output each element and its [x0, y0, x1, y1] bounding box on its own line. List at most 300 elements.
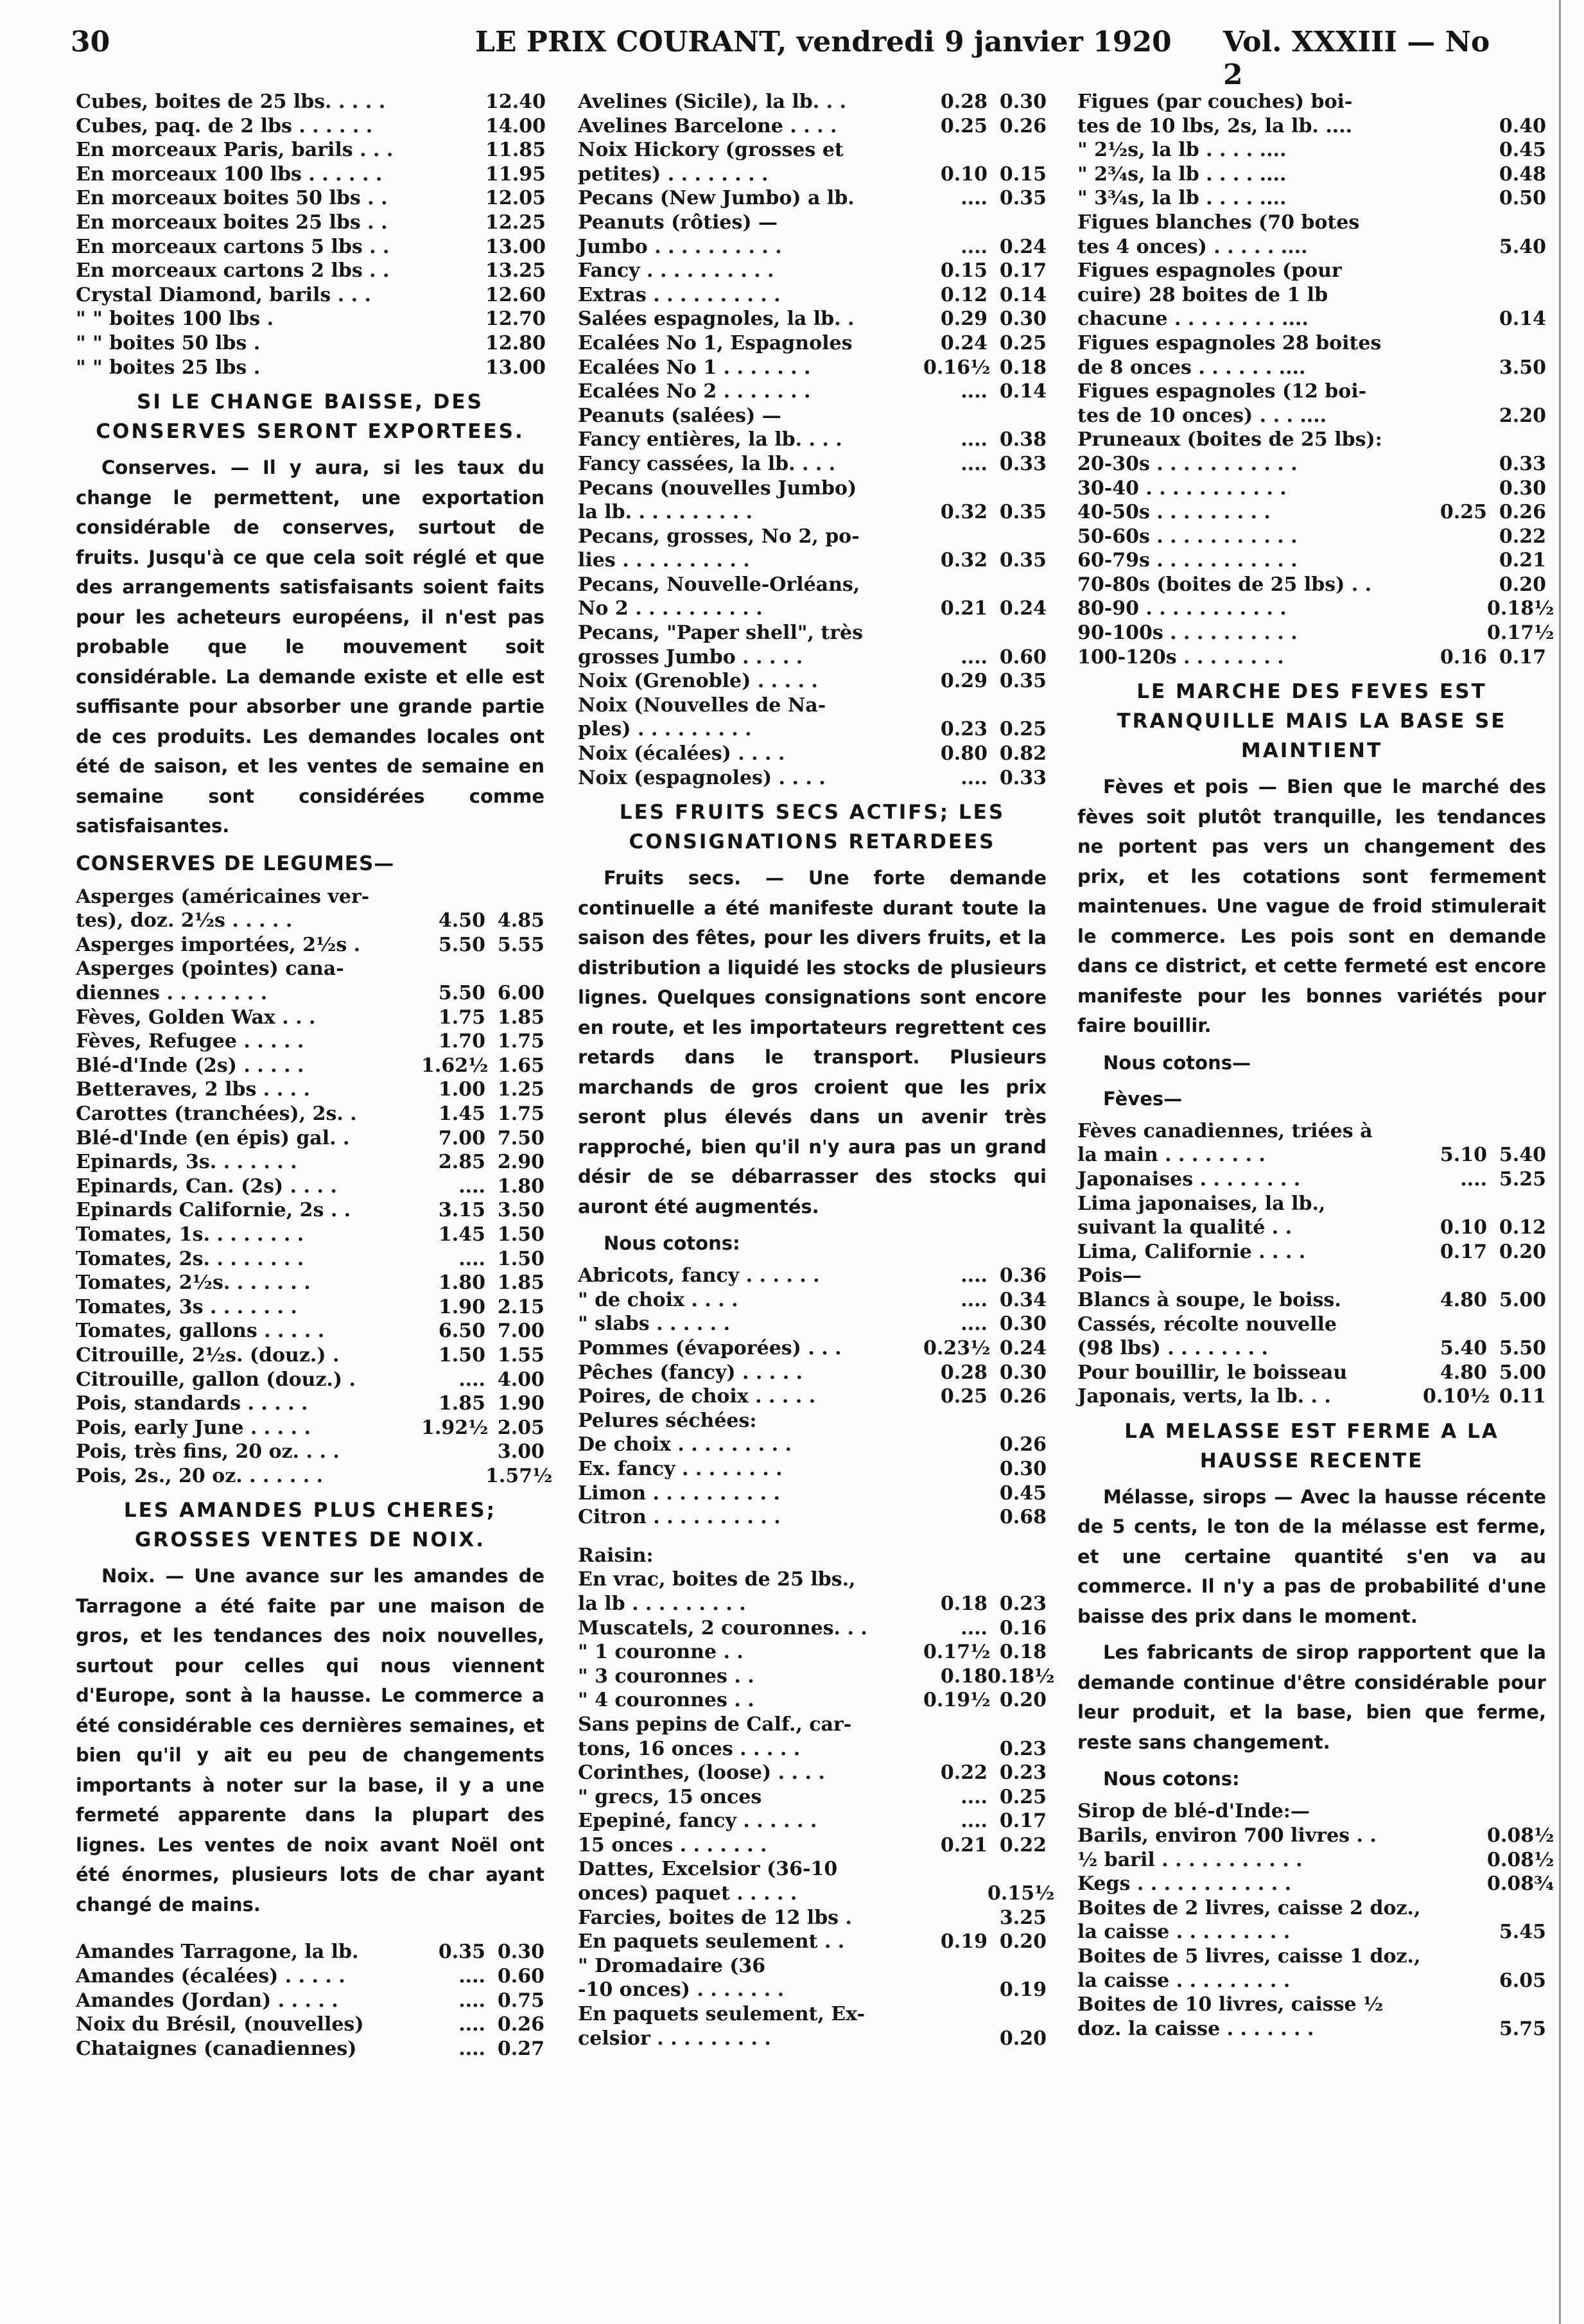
price-low	[1423, 548, 1487, 573]
price-low: ....	[961, 1616, 988, 1639]
price-low	[421, 138, 485, 162]
price-list	[578, 1264, 1047, 1530]
item-label: Amandes (écalées) . . . . .	[76, 1965, 345, 1988]
column-1	[76, 90, 553, 2061]
price-high	[988, 211, 1047, 235]
price-row	[578, 1664, 1055, 1689]
item-label: Boites de 10 livres, caisse ½	[1077, 1993, 1384, 2016]
item-label: Boites de 5 livres, caisse 1 doz.,	[1077, 1944, 1421, 1968]
price-high	[1487, 428, 1546, 452]
price-low	[1423, 235, 1487, 259]
price-row	[578, 1833, 1047, 1858]
price-high: 0.18½	[988, 1664, 1055, 1688]
price-row	[578, 1385, 1047, 1409]
item-label: Betteraves, 2 lbs . . . .	[76, 1078, 310, 1101]
price-low	[923, 138, 988, 162]
price-row	[578, 1713, 1047, 1737]
price-low: 0.10	[940, 162, 988, 186]
item-label: " slabs . . . . . .	[578, 1313, 730, 1336]
price-low: 0.17½	[923, 1641, 991, 1664]
price-high	[485, 885, 544, 909]
price-row	[578, 1785, 1047, 1810]
price-row	[1077, 1216, 1546, 1240]
item-label: Pois—	[1077, 1264, 1142, 1288]
price-row	[578, 500, 1047, 525]
price-low: ....	[458, 1965, 485, 1988]
item-label: Pois, early June . . . . .	[76, 1416, 311, 1439]
item-label: Ecalées No 2 . . . . . . .	[578, 380, 811, 403]
price-list	[76, 885, 553, 1489]
price-high: 0.23	[999, 1592, 1047, 1615]
price-low: 0.24	[940, 331, 988, 354]
price-high	[988, 1568, 1047, 1592]
price-row	[1077, 573, 1546, 597]
price-row	[578, 1592, 1047, 1616]
price-high	[1487, 331, 1546, 356]
item-label: 50-60s . . . . . . . . . . .	[1077, 525, 1298, 548]
price-low: 4.80	[1440, 1361, 1487, 1384]
price-low	[923, 1457, 988, 1481]
price-high: 0.82	[999, 742, 1047, 765]
price-low: ....	[961, 645, 988, 668]
price-low	[1423, 428, 1487, 452]
price-low	[923, 1433, 988, 1457]
item-label: De choix . . . . . . . . .	[578, 1433, 792, 1456]
price-high: 5.45	[1499, 1921, 1546, 1944]
price-high: 11.85	[485, 139, 546, 162]
price-high: 0.33	[1499, 452, 1546, 475]
price-low	[923, 1978, 988, 2002]
item-label: Figues espagnoles (pour	[1077, 259, 1342, 283]
price-high	[1487, 1993, 1546, 2017]
price-row	[578, 1264, 1047, 1288]
price-high: 0.35	[999, 549, 1047, 572]
price-low: 0.12	[940, 283, 988, 306]
price-row	[76, 1006, 544, 1030]
price-low	[1423, 525, 1487, 549]
price-low: 5.50	[438, 933, 485, 956]
price-row	[76, 1464, 553, 1489]
price-high: 5.55	[497, 933, 544, 956]
price-high: 6.05	[1499, 1969, 1546, 1992]
price-row	[76, 1247, 544, 1271]
price-row	[578, 356, 1047, 380]
price-row	[578, 1616, 1047, 1641]
price-row	[1077, 1385, 1546, 1409]
price-list	[578, 1544, 1055, 2050]
price-low: 1.45	[438, 1102, 485, 1125]
price-high: 0.08½	[1487, 1848, 1554, 1871]
price-low: 0.18	[940, 1592, 988, 1615]
price-row	[578, 2002, 1047, 2027]
price-low: 0.28	[940, 91, 988, 113]
price-low	[923, 1544, 988, 1568]
price-row	[1077, 500, 1546, 525]
price-low: ....	[961, 1785, 988, 1808]
price-row	[76, 1940, 544, 1964]
price-low: 0.19	[940, 1930, 988, 1953]
price-row	[1077, 331, 1546, 356]
price-low	[1423, 1799, 1487, 1824]
subheading: Nous cotons—	[1103, 1051, 1251, 1074]
price-row	[578, 162, 1047, 187]
price-row	[578, 1457, 1047, 1481]
item-label: tes de 10 lbs, 2s, la lb. ....	[1077, 114, 1353, 137]
item-label: En morceaux Paris, barils . . .	[76, 139, 394, 162]
item-label: Cubes, boites de 25 lbs. . . . .	[76, 91, 386, 113]
price-low: ....	[961, 428, 988, 451]
price-row	[1077, 548, 1546, 573]
price-row	[76, 1319, 544, 1343]
price-low	[923, 2002, 988, 2027]
item-label: tes 4 onces) . . . . . ....	[1077, 235, 1308, 258]
price-row	[578, 717, 1047, 742]
price-row	[76, 211, 544, 235]
price-low: ....	[961, 380, 988, 403]
price-row	[578, 645, 1047, 670]
item-label: Tomates, 3s . . . . . . .	[76, 1295, 297, 1318]
subheading: Fèves—	[1103, 1087, 1183, 1110]
item-label: " " boites 50 lbs .	[76, 331, 261, 354]
price-row	[1077, 1944, 1546, 1969]
price-row	[1077, 476, 1546, 501]
price-row	[76, 162, 544, 187]
price-low	[421, 1440, 485, 1464]
item-label: Japonaises . . . . . . . .	[1077, 1167, 1301, 1191]
price-row	[1077, 428, 1546, 452]
price-high: 2.15	[497, 1295, 544, 1318]
price-high: 0.30	[1499, 476, 1546, 500]
price-high	[988, 138, 1047, 162]
price-row	[578, 1544, 1047, 1568]
item-label: " " boites 25 lbs .	[76, 356, 261, 379]
price-row	[578, 742, 1047, 766]
price-high: 0.26	[1499, 501, 1546, 524]
item-label: En morceaux boites 25 lbs . .	[76, 211, 388, 234]
price-high: 1.65	[497, 1054, 544, 1077]
item-label: de 8 onces . . . . . . ....	[1077, 356, 1306, 379]
price-high	[1487, 1944, 1546, 1969]
price-row	[76, 307, 544, 331]
price-low	[1423, 621, 1487, 645]
item-label: " 2¾s, la lb . . . . ....	[1077, 162, 1287, 186]
price-row	[578, 1978, 1047, 2002]
item-label: Tomates, 2½s. . . . . . .	[76, 1271, 311, 1295]
price-row	[578, 404, 1047, 428]
price-row	[1077, 1264, 1546, 1288]
price-high: 0.15½	[988, 1882, 1055, 1905]
price-row	[76, 933, 544, 957]
item-label: Amandes Tarragone, la lb.	[76, 1941, 359, 1964]
price-row	[578, 1906, 1047, 1930]
price-high: 1.55	[497, 1343, 544, 1367]
price-row	[1077, 1167, 1546, 1192]
item-label: No 2 . . . . . . . . . .	[578, 597, 763, 620]
price-low: ....	[961, 1810, 988, 1833]
price-high: 0.27	[497, 2037, 544, 2060]
price-row	[578, 283, 1047, 308]
price-row	[1077, 1920, 1546, 1944]
item-label: En morceaux boites 50 lbs . .	[76, 187, 388, 210]
price-low	[421, 90, 485, 114]
price-high: 0.20	[999, 1930, 1047, 1953]
item-label: Epinards Californie, 2s . .	[76, 1199, 351, 1222]
price-low	[1423, 1192, 1487, 1216]
price-row	[76, 1150, 544, 1175]
price-low: 5.50	[438, 982, 485, 1004]
item-label: Pois, 2s., 20 oz. . . . . . .	[76, 1464, 324, 1487]
price-low	[1423, 476, 1487, 501]
price-high: 0.20	[999, 2027, 1047, 2050]
price-row	[1077, 621, 1554, 645]
item-label: Cassés, récolte nouvelle	[1077, 1313, 1337, 1336]
price-low: 0.23	[940, 718, 988, 741]
price-row	[578, 1361, 1047, 1385]
price-high: 13.00	[485, 235, 546, 258]
price-high: 13.25	[485, 259, 546, 283]
price-high: 0.16	[999, 1616, 1047, 1639]
price-row	[578, 307, 1047, 331]
price-high	[1487, 1264, 1546, 1288]
item-label: Noix (écalées) . . . .	[578, 742, 785, 765]
price-low	[1423, 452, 1487, 476]
item-label: Epinards, Can. (2s) . . . .	[76, 1175, 337, 1198]
item-label: Fancy . . . . . . . . . .	[578, 259, 774, 283]
item-label: " 4 couronnes . .	[578, 1689, 754, 1712]
price-row	[1077, 1192, 1546, 1216]
price-low	[421, 186, 485, 211]
price-high: 0.17	[999, 1810, 1047, 1833]
price-row	[1077, 645, 1546, 670]
price-low	[1423, 90, 1487, 114]
article-paragraph: Conserves. — Il y aura, si les taux du change le permettent, une exportation considérable de conserves, surtout de fruits. Jusqu'à ce que cela soit réglé et que des arrangements satisfaisants soient faits pour les acheteurs européens, il n'est pas probable que le mouvement soit considérable. La demande existe et elle est suffisante pour absorber une grande partie de ces produits. Les demandes locales ont été de saison, et les ventes de semaine en semaine sont considérées comme satisfaisantes.	[76, 457, 544, 837]
price-low: 0.16	[1440, 645, 1487, 668]
price-high: 5.00	[1499, 1361, 1546, 1384]
price-low: 1.90	[438, 1295, 485, 1318]
price-low	[421, 1464, 485, 1489]
price-low: 1.50	[438, 1343, 485, 1367]
item-label: Noix (espagnoles) . . . .	[578, 766, 826, 789]
price-low	[1423, 404, 1487, 428]
price-list	[76, 90, 544, 380]
price-low: 0.32	[940, 501, 988, 524]
price-row	[578, 1857, 1047, 1882]
price-high: 0.15	[999, 162, 1047, 186]
article-paragraph: Fruits secs. — Une forte demande continuelle a été manifeste durant toute la saison des fêtes, pour les divers fruits, et la distribution a liquidé les stocks de plusieurs lignes. Quelques consignations sont encore en route, et les importateurs regrettent ces retards dans le transport. Plusieurs marchands de gros croient que les prix seront plus élevés dans un avenir très rapproché, bien qu'il n'y aura pas un grand désir de se débarrasser des stocks qui auront été augmentés.	[578, 867, 1047, 1218]
price-high: 0.34	[999, 1288, 1047, 1311]
price-high: 0.24	[999, 597, 1047, 620]
price-low: ....	[961, 235, 988, 258]
price-row	[1077, 2017, 1546, 2041]
item-label: -10 onces) . . . . . . .	[578, 1979, 785, 2002]
item-label: Tomates, 1s. . . . . . . .	[76, 1223, 304, 1246]
item-label: Ex. fancy . . . . . . . .	[578, 1457, 783, 1480]
price-row	[578, 1809, 1047, 1833]
price-low	[923, 1882, 988, 1906]
price-high: 0.45	[999, 1481, 1047, 1505]
price-row	[578, 1336, 1047, 1361]
article-paragraph: Les fabricants de sirop rapportent que la demande continue d'être considérable pour leur produit, et la base, bien que ferme, reste sans changement.	[1077, 1641, 1546, 1753]
price-high: 3.25	[999, 1906, 1047, 1929]
price-high: 3.00	[497, 1440, 544, 1463]
price-low	[1423, 211, 1487, 235]
price-row	[1077, 1848, 1554, 1873]
item-label: Avelines (Sicile), la lb. . .	[578, 91, 846, 113]
price-low: ....	[458, 1247, 485, 1270]
price-row	[76, 1054, 544, 1078]
item-label: Pois, très fins, 20 oz. . . .	[76, 1440, 340, 1463]
price-high	[988, 1857, 1047, 1882]
item-label: En morceaux cartons 2 lbs . .	[76, 259, 390, 283]
price-low	[923, 1568, 988, 1592]
price-low: 0.19½	[923, 1689, 991, 1712]
item-label: 100-120s . . . . . . . .	[1077, 645, 1284, 668]
price-low	[1423, 114, 1487, 139]
item-label: 40-50s . . . . . . . . .	[1077, 501, 1271, 524]
price-low: ....	[458, 1368, 485, 1391]
price-row	[578, 1954, 1047, 1979]
price-row	[578, 114, 1047, 139]
price-high: 0.23	[999, 1761, 1047, 1785]
price-high: 3.50	[497, 1199, 544, 1222]
price-high: 0.35	[999, 187, 1047, 210]
price-high: 1.85	[497, 1271, 544, 1295]
price-high: 0.30	[999, 91, 1047, 113]
price-row	[76, 138, 544, 162]
price-low: 1.00	[438, 1078, 485, 1101]
price-row	[76, 2013, 544, 2037]
price-row	[76, 331, 544, 356]
price-row	[578, 235, 1047, 259]
price-row	[76, 1271, 544, 1295]
price-low	[421, 331, 485, 356]
price-high: 2.90	[497, 1151, 544, 1174]
price-high: 0.25	[999, 331, 1047, 354]
price-row	[578, 428, 1047, 452]
item-label: Muscatels, 2 couronnes. . .	[578, 1616, 867, 1639]
price-row	[76, 1440, 544, 1464]
subheading: Nous cotons:	[1103, 1768, 1240, 1790]
price-high: 12.70	[485, 308, 546, 331]
price-high: 0.26	[999, 1433, 1047, 1456]
item-label: Noix (Nouvelles de Na-	[578, 694, 826, 717]
price-high: 12.40	[485, 91, 546, 113]
price-low	[1423, 138, 1487, 162]
price-high: 0.17	[1499, 645, 1546, 668]
price-high: 0.21	[1499, 549, 1546, 572]
item-label: Noix Hickory (grosses et	[578, 139, 844, 162]
price-high: 1.57½	[485, 1464, 553, 1487]
price-row	[1077, 1143, 1546, 1167]
item-label: Figues espagnoles (12 boi-	[1077, 380, 1367, 403]
price-row	[76, 957, 544, 981]
price-row	[1077, 1361, 1546, 1385]
price-high: 1.50	[497, 1223, 544, 1246]
item-label: Sans pepins de Calf., car-	[578, 1713, 852, 1736]
price-low: 1.80	[438, 1271, 485, 1295]
price-high	[988, 2002, 1047, 2027]
item-label: En paquets seulement, Ex-	[578, 2003, 865, 2026]
price-low: 0.18	[940, 1664, 988, 1688]
price-low: 0.32	[940, 549, 988, 572]
price-high: 0.60	[999, 645, 1047, 668]
price-high: 12.25	[485, 211, 546, 234]
price-row	[1077, 162, 1546, 187]
price-high: 2.20	[1499, 404, 1546, 427]
price-low: 1.62½	[421, 1054, 489, 1077]
item-label: " 1 couronne . .	[578, 1641, 744, 1664]
item-label: Dattes, Excelsior (36-10	[578, 1858, 838, 1881]
item-label: Citrouille, gallon (douz.) .	[76, 1368, 356, 1391]
section-heading: LE MARCHE DES FEVES EST TRANQUILLE MAIS LA BASE SE MAINTIENT	[1117, 680, 1507, 763]
price-high: 0.20	[999, 1689, 1047, 1712]
price-low	[923, 573, 988, 597]
item-label: Raisin:	[578, 1544, 654, 1567]
item-label: Citron . . . . . . . . . .	[578, 1506, 781, 1529]
price-list	[1077, 90, 1554, 669]
price-high: 0.75	[497, 1989, 544, 2012]
price-high: 5.25	[1499, 1167, 1546, 1191]
price-row	[1077, 307, 1546, 331]
item-label: diennes . . . . . . . .	[76, 982, 268, 1004]
price-list	[1077, 1799, 1554, 2041]
price-row	[1077, 1896, 1546, 1921]
price-high: 5.75	[1499, 2017, 1546, 2040]
price-high: 0.19	[999, 1979, 1047, 2002]
article-paragraph: Noix. — Une avance sur les amandes de Tarragone a été faite par une maison de gros, et les tendances des noix nouvelles, surtout pour celles qui nous viennent d'Europe, sont à la hausse. Le commerce a été considérable ces dernières semaines, et bien qu'il y ait eu peu de changements importants à noter sur la base, il y a une fermeté apparente dans la plupart des lignes. Les ventes de noix avant Noël ont été énormes, plusieurs lots de char ayant changé de mains.	[76, 1565, 544, 1916]
price-row	[1077, 1969, 1546, 1993]
price-row	[76, 1964, 544, 1989]
price-low	[923, 694, 988, 718]
price-low	[1423, 573, 1487, 597]
price-low	[923, 476, 988, 501]
column-3	[1077, 90, 1554, 2041]
item-label: En vrac, boites de 25 lbs.,	[578, 1568, 856, 1591]
price-low	[421, 356, 485, 380]
price-row	[1077, 356, 1546, 380]
price-high: 1.75	[497, 1102, 544, 1125]
item-label: Salées espagnoles, la lb. .	[578, 308, 855, 331]
price-high: 5.50	[1499, 1337, 1546, 1360]
price-row	[1077, 90, 1546, 114]
price-high	[988, 476, 1047, 501]
item-label: " " boites 100 lbs .	[76, 308, 274, 331]
price-high	[1487, 1799, 1546, 1824]
price-high: 0.14	[999, 380, 1047, 403]
price-high: 1.85	[497, 1006, 544, 1029]
price-low	[923, 1505, 988, 1530]
price-row	[1077, 1313, 1546, 1337]
item-label: Fancy entières, la lb. . . .	[578, 428, 842, 451]
price-low	[923, 2027, 988, 2051]
price-high: 5.40	[1499, 1144, 1546, 1167]
price-row	[76, 1198, 544, 1223]
price-high: 1.90	[497, 1392, 544, 1415]
price-row	[76, 283, 544, 308]
price-row	[76, 1078, 544, 1102]
price-high: 0.18	[999, 356, 1047, 379]
item-label: Blé-d'Inde (2s) . . . . .	[76, 1054, 304, 1077]
price-high	[988, 525, 1047, 549]
price-low: 4.50	[438, 909, 485, 932]
price-row	[76, 1295, 544, 1320]
price-row	[1077, 597, 1554, 621]
section-heading: LES FRUITS SECS ACTIFS; LES CONSIGNATIONS RETARDEES	[619, 801, 1005, 854]
item-label: Pecans (New Jumbo) a lb.	[578, 187, 855, 210]
price-row	[1077, 1824, 1554, 1848]
price-high: 2.05	[497, 1416, 544, 1439]
price-high	[1487, 211, 1546, 235]
